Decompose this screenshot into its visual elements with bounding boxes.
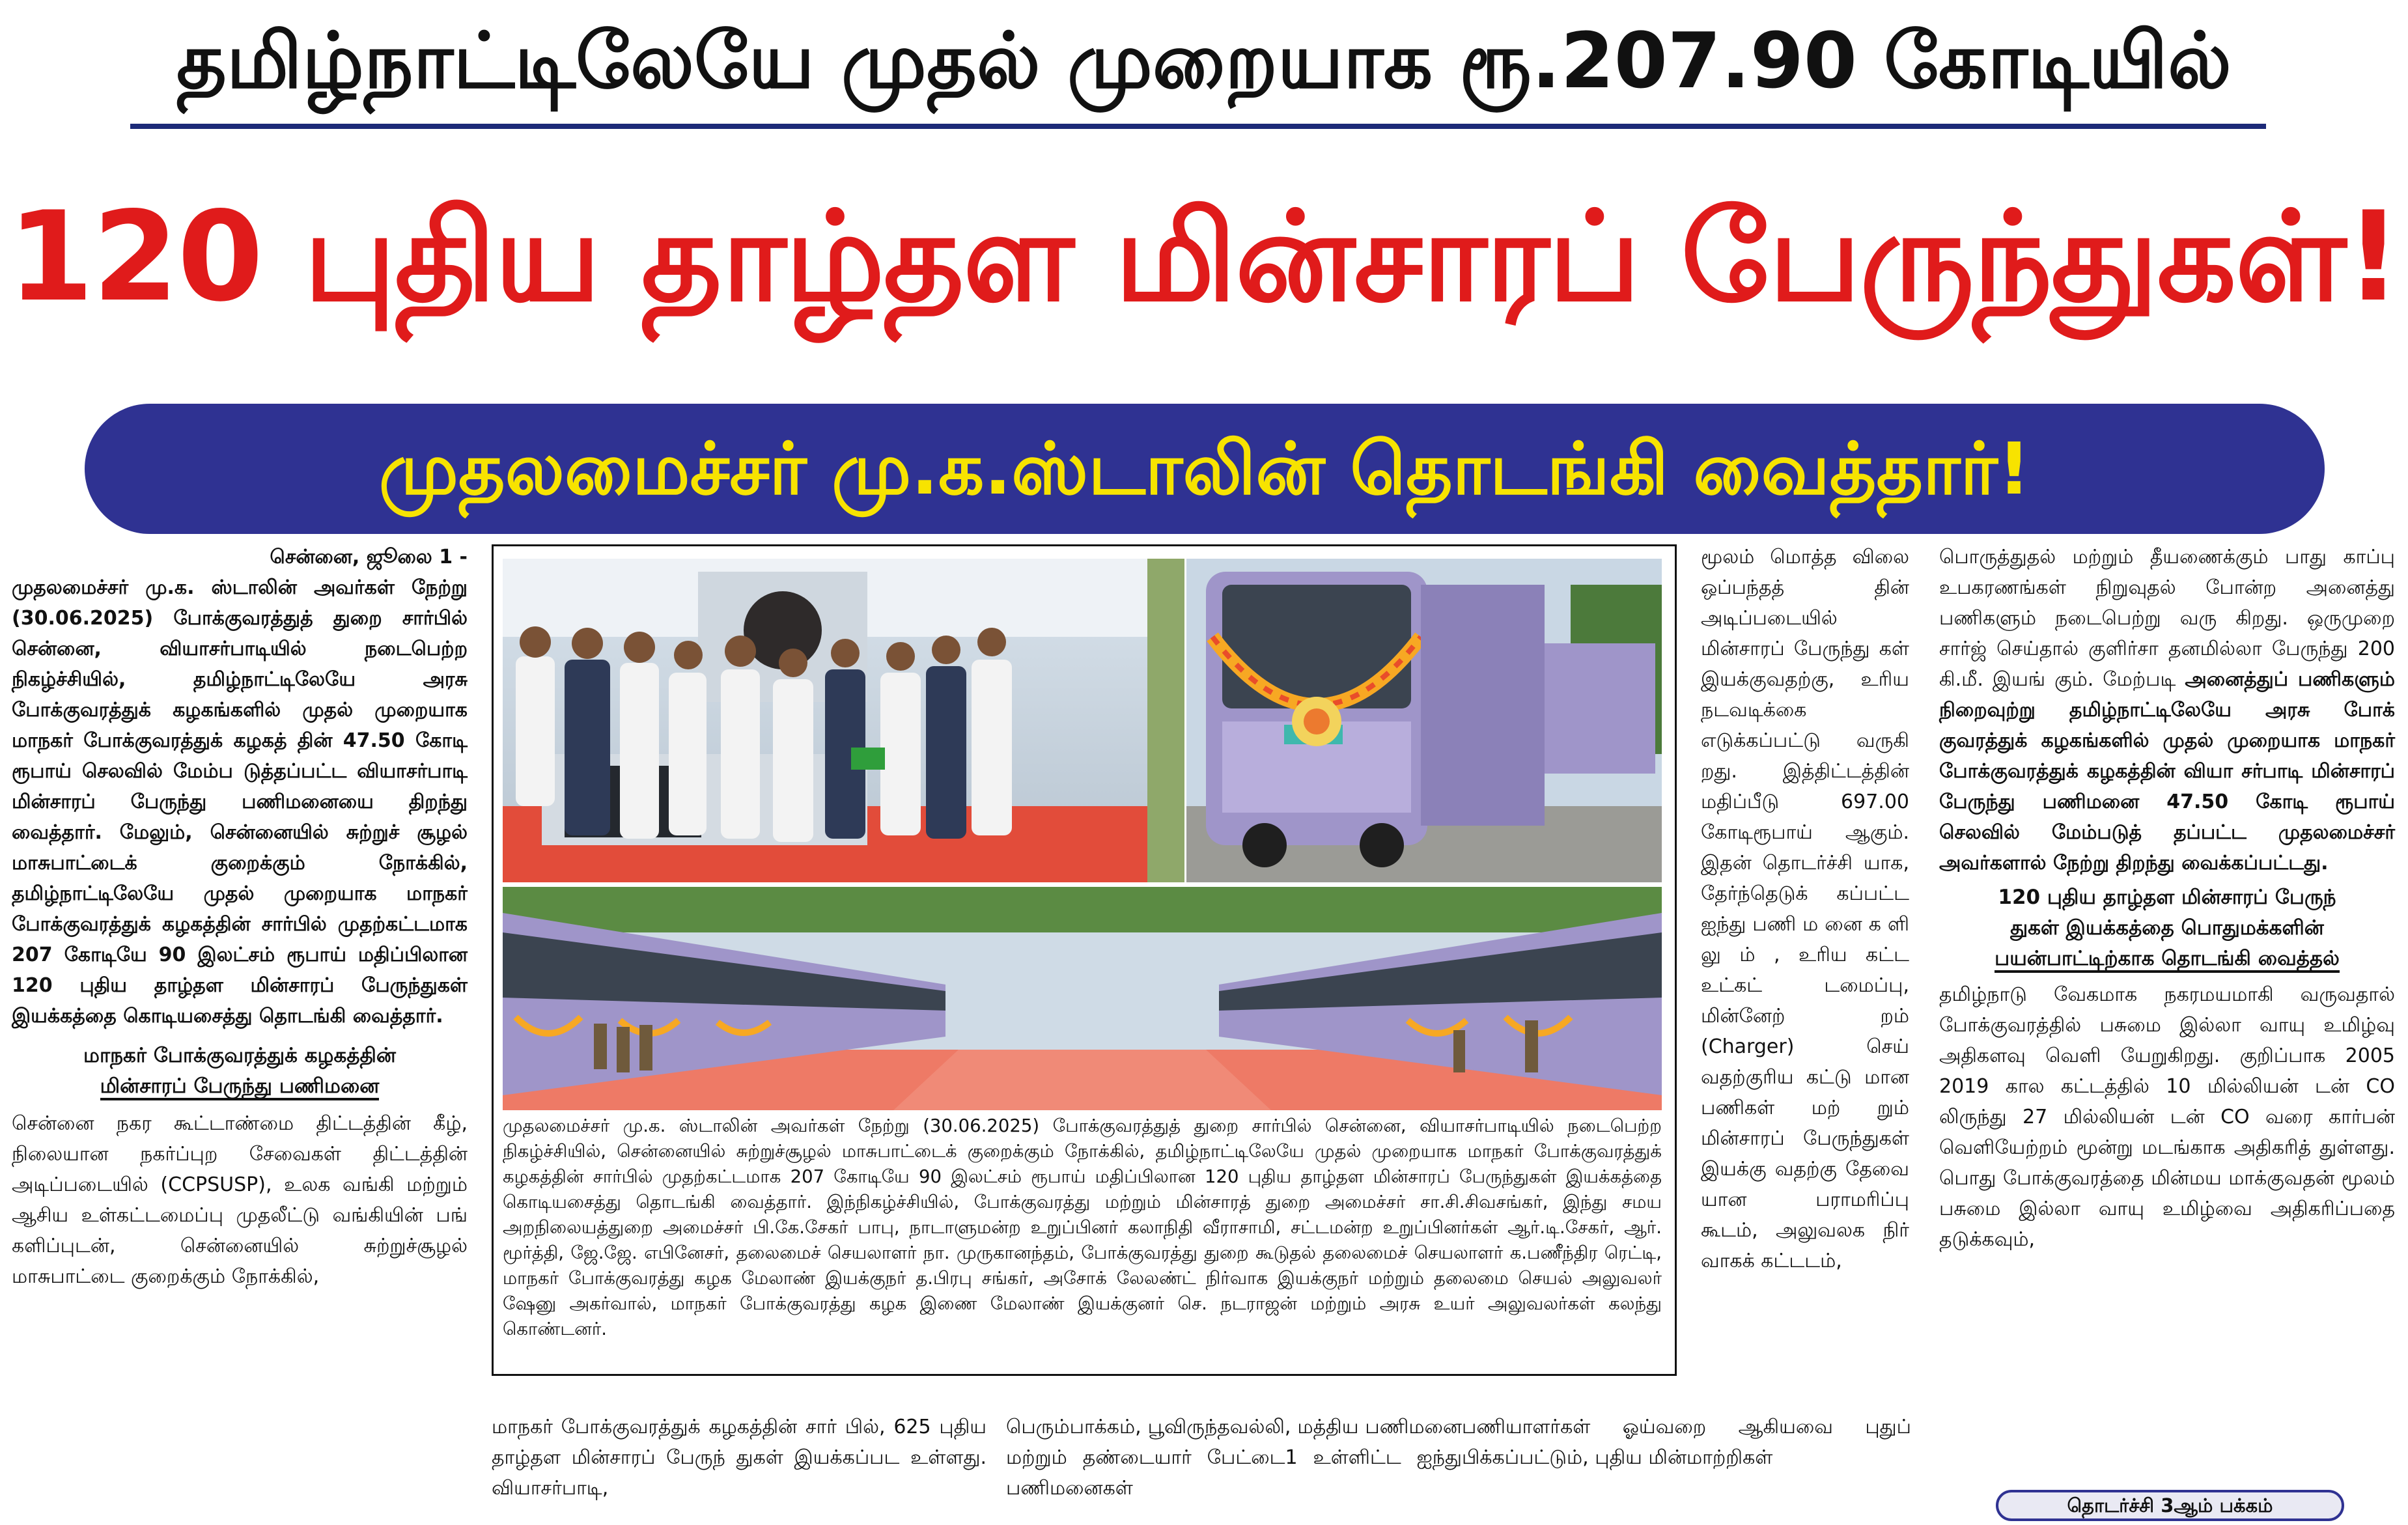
body-text: பொருத்துதல் மற்றும் தீயணைக்கும் பாது காப்பு உபகரணங்கள் நிறுவுதல் போன்ற அனைத்து பணிகளும் நடைபெற்று வரு கிறது. ஒருமுறை சார்ஜ் செய்தால் குளிர்சா தனமில்லா பேருந்து 200 கி.மீ. இயங் கும். மேற்படி xyxy=(1939,546,2395,691)
body-paragraph-bottom-c: பணியாளர்கள் ஓய்வறை ஆகியவை புதுப் பிக்கப்பட்டும், புதிய மின்மாற்றிகள் xyxy=(1462,1416,1911,1469)
body-paragraph: மூலம் மொத்த விலை ஒப்பந்தத் தின் அடிப்படையில் மின்சாரப் பேருந்து கள் இயக்குவதற்கு, உரிய நடவடிக்கை எடுக்கப்பட்டு வருகி றது. இத்திட்டத்தின் மதிப்பீடு 697.00 கோடிரூபாய் ஆகும். இதன் தொடர்ச்சி யாக, தேர்ந்தெடுக் கப்பட்ட ஐந்து பணி ம னை க ளி லு ம் , உரிய கட்ட உட்கட் டமைப்பு, மின்னேற் றம் (Charger) செய் வதற்குரிய கட்டு மான பணிகள் மற் றும் மின்சாரப் பேருந்துகள் இயக்கு வதற்கு தேவை யான பராமரிப்பு கூடம், அலுவலக நிர் வாகக் கட்டடம், xyxy=(1701,546,1909,1272)
lead-paragraph: முதலமைச்சர் மு.க. ஸ்டாலின் அவர்கள் நேற்று (30.06.2025) போக்குவரத்துத் துறை சார்பில் சென்னை, வியாசர்பாடியில் நடைபெற்ற நிகழ்ச்சியில், தமிழ்நாட்டிலேயே அரசு போக்குவரத்துக் கழகங்களில் முதல் முறையாக மாநகர் போக்குவரத்துக் கழகத் தின் 47.50 கோடி ரூபாய் செலவில் மேம்ப டுத்தப்பட்ட வியாசர்பாடி மின்சாரப் பேருந்து பணிமனையை திறந்து வைத்தார். மேலும், சென்னையில் சுற்றுச் சூழல் மாசுபாட்டைக் குறைக்கும் நோக்கில், தமிழ்நாட்டிலேயே முதல் முறையாக மாநகர் போக்குவரத்துக் கழகத்தின் சார்பில் முதற்கட்டமாக 207 கோடியே 90 இலட்சம் ரூபாய் மதிப்பிலான 120 புதிய தாழ்தள மின்சாரப் பேருந்துகள் இயக்கத்தை கொடியசைத்து தொடங்கி வைத்தார். xyxy=(12,576,468,1028)
body-paragraph xyxy=(1939,542,2395,878)
subheading-depot xyxy=(12,1041,468,1102)
subheading-line xyxy=(1939,944,2395,974)
body-paragraph: தமிழ்நாடு வேகமாக நகரமயமாகி வருவதால் போக்குவரத்தில் பசுமை இல்லா வாயு உமிழ்வு அதிகளவு வெளி யேறுகிறது. குறிப்பாக 2005 2019 கால கட்டத்தில் 10 மில்லியன் டன் CO லிருந்து 27 மில்லியன் டன் CO வரை கார்பன் வெளியேற்றம் மூன்று மடங்காக அதிகரித் துள்ளது. பொது போக்குவரத்தை மின்மய மாக்குவதன் மூலம் பசுமை இல்லா வாயு உமிழ்வை அதிகரிப்பதை தடுக்கவும், xyxy=(1939,983,2395,1251)
kicker-divider xyxy=(130,124,2266,129)
bus-fleet-photo xyxy=(503,887,1662,1110)
article-column-3 xyxy=(1701,542,1909,1276)
article-column-1 xyxy=(12,542,468,1292)
body-paragraph-bottom-a: மாநகர் போக்குவரத்துக் கழகத்தின் சார் பில், 625 புதிய தாழ்தள மின்சாரப் பேருந் துகள் இயக்கப்பட உள்ளது. வியாசர்பாடி, xyxy=(492,1416,987,1500)
continued-on-page-box: தொடர்ச்சி 3ஆம் பக்கம் xyxy=(1996,1490,2344,1521)
ceremony-photo xyxy=(503,559,1184,882)
body-paragraph-bottom-b: பெரும்பாக்கம், பூவிருந்தவல்லி, மத்திய பணிமனை மற்றும் தண்டையார் பேட்டை1 உள்ளிட்ட ஐந்து பணிமனைகள் xyxy=(1006,1416,1462,1500)
subheading-line: மாநகர் போக்குவரத்துக் கழகத்தின் xyxy=(83,1044,396,1067)
body-text-bold: அனைத்துப் பணிகளும் நிறைவுற்று தமிழ்நாட்டிலேயே அரசு போக் குவரத்துக் கழகங்களில் முதல் முறையாக மாநகர் போக்குவரத்துக் கழகத்தின் வியா சர்பாடி மின்சாரப் பேருந்து பணிமனை 47.50 கோடி ரூபாய் செலவில் மேம்படுத் தப்பட்ட முதலமைச்சர் அவர்களால் நேற்று திறந்து வைக்கப்பட்டது. xyxy=(1939,668,2395,874)
subheading-line: 120 புதிய தாழ்தள மின்சாரப் பேருந் xyxy=(1998,886,2336,909)
subheading-line xyxy=(12,1071,468,1102)
subheading-underlined: மின்சாரப் பேருந்து பணிமனை xyxy=(100,1074,380,1100)
banner-headline: முதலமைச்சர் மு.க.ஸ்டாலின் தொடங்கி வைத்தார்! xyxy=(378,427,2031,511)
kicker-headline: தமிழ்நாட்டிலேயே முதல் முறையாக ரூ.207.90 கோடியில் xyxy=(176,16,2232,105)
photo-caption: முதலமைச்சர் மு.க. ஸ்டாலின் அவர்கள் நேற்று (30.06.2025) போக்குவரத்துத் துறை சார்பில் சென்னை, வியாசர்பாடியில் நடைபெற்ற நிகழ்ச்சியில், சென்னையில் சுற்றுச்சூழல் மாசுபாட்டைக் குறைக்கும் நோக்கில், தமிழ்நாட்டிலேயே முதல் முறையாக மாநகர் போக்குவரத்துக் கழகத்தின் சார்பில் முதற்கட்டமாக 207 கோடியே 90 இலட்சம் ரூபாய் மதிப்பிலான 120 புதிய தாழ்தள மின்சாரப் பேருந்துகள் இயக்கத்தை கொடியசைத்து தொடங்கி வைத்தார். இந்நிகழ்ச்சியில், போக்குவரத்து மற்றும் மின்சாரத் துறை அமைச்சர் சா.சி.சிவசங்கர், இந்து சமய அறநிலையத்துறை அமைச்சர் பி.கே.சேகர் பாபு, நாடாளுமன்ற உறுப்பினர் கலாநிதி வீராசாமி, சட்டமன்ற உறுப்பினர்கள் ஆர்.டி.சேகர், ஆர். மூர்த்தி, ஜே.ஜே. எபினேசர், தலைமைச் செயலாளர் நா. முருகானந்தம், போக்குவரத்து துறை கூடுதல் தலைமைச் செயலாளர் க.பணீந்திர ரெட்டி, மாநகர் போக்குவரத்து கழக மேலாண் இயக்குநர் த.பிரபு சங்கர், அசோக் லேலண்ட் நிர்வாக இயக்குநர் மற்றும் தலைமை செயல் அலுவலர் ஷேனு அகர்வால், மாநகர் போக்குவரத்து கழக இணை மேலாண் இயக்குனர் செ. நடராஜன் மற்றும் அரசு உயர் அலுவலர்கள் கலந்து கொண்டனர். xyxy=(503,1115,1662,1339)
subheading-line: துகள் இயக்கத்தை பொதுமக்களின் xyxy=(2010,916,2324,940)
article-column-4 xyxy=(1939,542,2395,1255)
subheading-underlined: பயன்பாட்டிற்காக தொடங்கி வைத்தல் xyxy=(1995,947,2340,973)
electric-bus-photo xyxy=(1186,559,1662,882)
body-paragraph: சென்னை நகர கூட்டாண்மை திட்டத்தின் கீழ், நிலையான நகர்ப்புற சேவைகள் திட்டத்தின் அடிப்படையில் (CCPSUSP), உலக வங்கி மற்றும் ஆசிய உள்கட்டமைப்பு முதலீட்டு வங்கியின் பங் களிப்புடன், சென்னையில் சுற்றுச்சூழல் மாசுபாட்டை குறைக்கும் நோக்கில், xyxy=(12,1112,468,1288)
main-headline: 120 புதிய தாழ்தள மின்சாரப் பேருந்துகள்! xyxy=(7,185,2401,329)
dateline: சென்னை, ஜூலை 1 - xyxy=(270,546,468,568)
subheading-launch xyxy=(1939,882,2395,974)
